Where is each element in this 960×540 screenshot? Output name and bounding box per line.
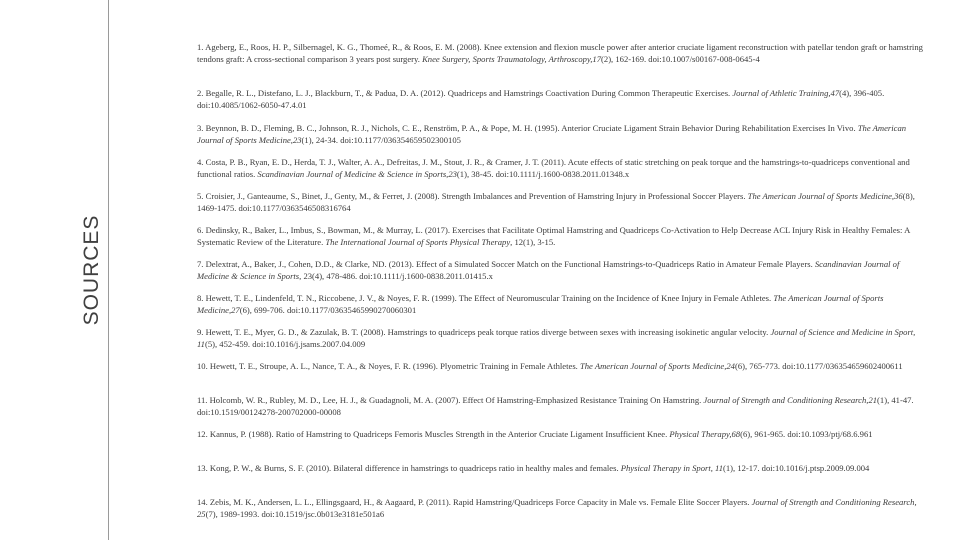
reference-item: 7. Delextrat, A., Baker, J., Cohen, D.D., & Clarke, ND. (2013). Effect of a Simulated Soccer Match on the Functional Hamstrings-to-Quadriceps Ratio in Amateur Female Players. Scandinavian Journal of Medicine & Science in Sports, 23(4), 478-486. doi:10.1111/j.1600-0838.2011.01415.x xyxy=(197,259,900,281)
reference-item: 14. Zebis, M. K., Andersen, L. L., Ellingsgaard, H., & Aagaard, P. (2011). Rapid Hamstring/Quadriceps Force Capacity in Male vs. Female Elite Soccer Players. Journal of Strength and Conditioning Research, 25(7), 1989-1993. doi:10.1519/jsc.0b013e3181e501a6 xyxy=(197,497,917,519)
sidebar-divider xyxy=(108,0,109,540)
reference-item: 6. Dedinsky, R., Baker, L., Imbus, S., Bowman, M., & Murray, L. (2017). Exercises that Facilitate Optimal Hamstring and Quadriceps Co-Activation to Help Decrease ACL Injury Risk in Healthy Females: A Systematic Review of the Literature. The International Journal of Sports Physical Therapy, 12(1), 3-15. xyxy=(197,225,910,247)
reference-item: 4. Costa, P. B., Ryan, E. D., Herda, T. J., Walter, A. A., Defreitas, J. M., Stout, J. R., & Cramer, J. T. (2011). Acute effects of static stretching on peak torque and the hamstrings-to-quadriceps conventional and functional ratios. Scandinavian Journal of Medicine & Science in Sports,23(1), 38-45. doi:10.1111/j.1600-0838.2011.01348.x xyxy=(197,157,910,179)
reference-item: 10. Hewett, T. E., Stroupe, A. L., Nance, T. A., & Noyes, F. R. (1996). Plyometric Training in Female Athletes. The American Journal of Sports Medicine,24(6), 765-773. doi:10.1177/036354659602400611 xyxy=(197,361,903,371)
reference-item: 9. Hewett, T. E., Myer, G. D., & Zazulak, B. T. (2008). Hamstrings to quadriceps peak torque ratios diverge between sexes with increasing isokinetic angular velocity. Journal of Science and Medicine in Sport, 11(5), 452-459. doi:10.1016/j.jsams.2007.04.009 xyxy=(197,327,916,349)
reference-item: 2. Begalle, R. L., Distefano, L. J., Blackburn, T., & Padua, D. A. (2012). Quadriceps and Hamstrings Coactivation During Common Therapeutic Exercises. Journal of Athletic Training,47(4), 396-405. doi:10.4085/1062-6050-47.4.01 xyxy=(197,88,885,110)
reference-item: 13. Kong, P. W., & Burns, S. F. (2010). Bilateral difference in hamstrings to quadriceps ratio in healthy males and females. Physical Therapy in Sport, 11(1), 12-17. doi:10.1016/j.ptsp.2009.09.004 xyxy=(197,463,870,473)
reference-item: 11. Holcomb, W. R., Rubley, M. D., Lee, H. J., & Guadagnoli, M. A. (2007). Effect Of Hamstring-Emphasized Resistance Training On Hamstring. Journal of Strength and Conditioning Research,21(1), 41-47. doi:10.1519/00124278-200702000-00008 xyxy=(197,395,914,417)
reference-item: 5. Croisier, J., Ganteaume, S., Binet, J., Genty, M., & Ferret, J. (2008). Strength Imbalances and Prevention of Hamstring Injury in Professional Soccer Players. The American Journal of Sports Medicine,36(8), 1469-1475. doi:10.1177/0363546508316764 xyxy=(197,191,915,213)
reference-item: 8. Hewett, T. E., Lindenfeld, T. N., Riccobene, J. V., & Noyes, F. R. (1999). The Effect of Neuromuscular Training on the Incidence of Knee Injury in Female Athletes. The American Journal of Sports Medicine,27(6), 699-706. doi:10.1177/03635465990270060301 xyxy=(197,293,884,315)
reference-item: 1. Ageberg, E., Roos, H. P., Silbernagel, K. G., Thomeé, R., & Roos, E. M. (2008). Knee extension and flexion muscle power after anterior cruciate ligament reconstruction with patellar tendon graft or hamstring tendons graft: A cross-sectional comparison 3 years post surgery. Knee Surgery, Sports Traumatology, Arthroscopy,17(2), 162-169. doi:10.1007/s00167-008-0645-4 xyxy=(197,42,923,64)
reference-item: 3. Beynnon, B. D., Fleming, B. C., Johnson, R. J., Nichols, C. E., Renström, P. A., & Pope, M. H. (1995). Anterior Cruciate Ligament Strain Behavior During Rehabilitation Exercises In Vivo. The American Journal of Sports Medicine,23(1), 24-34. doi:10.1177/036354659502300105 xyxy=(197,123,907,145)
page-title: SOURCES xyxy=(80,214,103,326)
reference-item: 12. Kannus, P. (1988). Ratio of Hamstring to Quadriceps Femoris Muscles Strength in the Anterior Cruciate Ligament Insufficient Knee. Physical Therapy,68(6), 961-965. doi:10.1093/ptj/68.6.961 xyxy=(197,429,873,439)
